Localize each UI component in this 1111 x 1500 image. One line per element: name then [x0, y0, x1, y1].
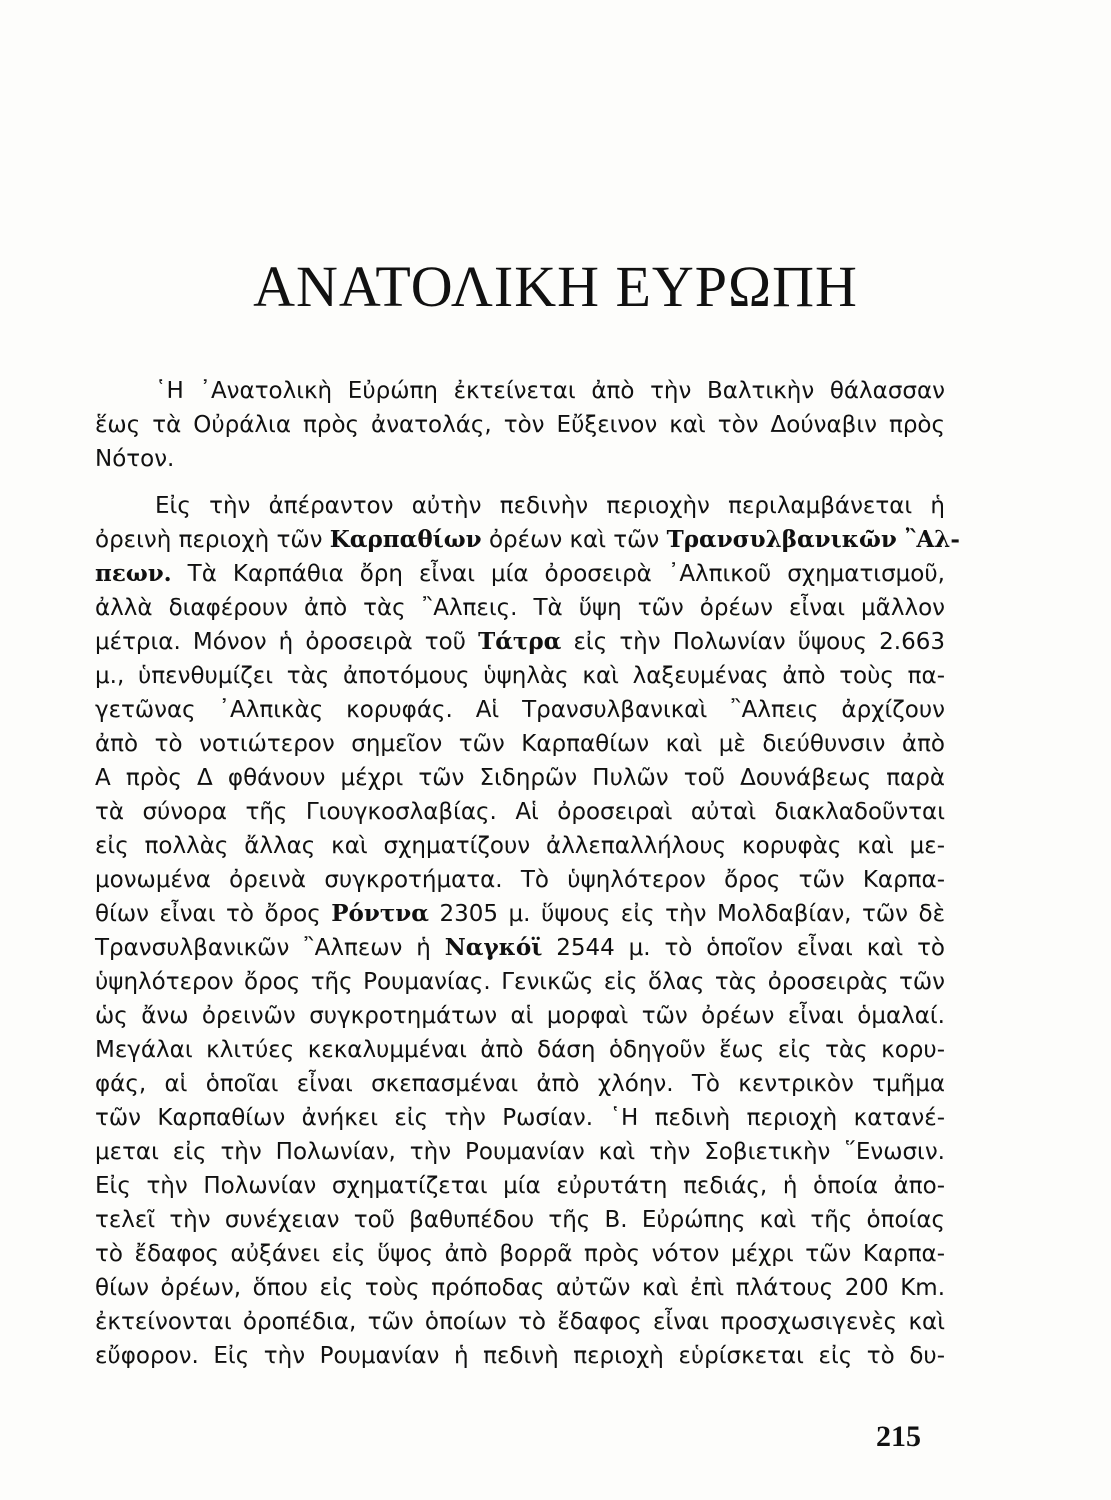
text-line: ἕως τὰ Οὐράλια πρὸς ἀνατολάς, τὸν Εὔξεινον καὶ τὸν Δούναβιν πρὸς [95, 412, 945, 438]
text-line: ὑψηλότερον ὄρος τῆς Ρουμανίας. Γενικῶς εἰς ὅλας τὰς ὀροσειρὰς τῶν [95, 969, 945, 995]
page-title: ΑΝΑΤΟΛΙΚΗ ΕΥΡΩΠΗ [253, 254, 858, 319]
text-line: μ., ὑπενθυμίζει τὰς ἀποτόμους ὑψηλὰς καὶ λαξευμένας ἀπὸ τοὺς πα- [95, 663, 945, 689]
text-line: γετῶνας ᾿Αλπικὰς κορυφάς. Αἱ Τρανσυλβανικαὶ ῍Αλπεις ἀρχίζουν [95, 697, 945, 723]
text-line: εὔφορον. Εἰς τὴν Ρουμανίαν ἡ πεδινὴ περιοχὴ εὑρίσκεται εἰς τὸ δυ- [95, 1343, 945, 1369]
text-line: εἰς πολλὰς ἄλλας καὶ σχηματίζουν ἀλλεπαλλήλους κορυφὰς καὶ με- [95, 833, 945, 859]
paragraph-gap [95, 476, 945, 489]
text-line: ὡς ἄνω ὀρεινῶν συγκροτημάτων αἱ μορφαὶ τῶν ὀρέων εἶναι ὁμαλαί. [95, 1003, 945, 1029]
bold-term: Τάτρα [478, 628, 562, 655]
text-line: φάς, αἱ ὁποῖαι εἶναι σκεπασμέναι ἀπὸ χλόην. Τὸ κεντρικὸν τμῆμα [95, 1071, 945, 1097]
text-line: θίων εἶναι τὸ ὄρος Ρόντνα 2305 μ. ὕψους εἰς τὴν Μολδαβίαν, τῶν δὲ [95, 900, 945, 927]
text-line: πεων. Τὰ Καρπάθια ὄρη εἶναι μία ὀροσειρὰ ᾿Αλπικοῦ σχηματισμοῦ, [95, 560, 945, 587]
text-line: μονωμένα ὀρεινὰ συγκροτήματα. Τὸ ὑψηλότερον ὄρος τῶν Καρπα- [95, 867, 945, 893]
text-line: ὀρεινὴ περιοχὴ τῶν Καρπαθίων ὀρέων καὶ τῶν Τρανσυλβανικῶν ῍Αλ- [95, 526, 960, 553]
text-line: Α πρὸς Δ φθάνουν μέχρι τῶν Σιδηρῶν Πυλῶν τοῦ Δουνάβεως παρὰ [95, 765, 945, 791]
text-line: Τρανσυλβανικῶν ῍Αλπεων ἡ Ναγκόϊ 2544 μ. τὸ ὁποῖον εἶναι καὶ τὸ [95, 934, 945, 961]
body-text [95, 374, 960, 1373]
page-number: 215 [876, 1420, 921, 1453]
text-line: Εἰς τὴν Πολωνίαν σχηματίζεται μία εὐρυτάτη πεδιάς, ἡ ὁποία ἀπο- [95, 1173, 945, 1199]
text-line: ἐκτείνονται ὀροπέδια, τῶν ὁποίων τὸ ἔδαφος εἶναι προσχωσιγενὲς καὶ [95, 1309, 945, 1335]
text-line: ἀλλὰ διαφέρουν ἀπὸ τὰς ῍Αλπεις. Τὰ ὕψη τῶν ὀρέων εἶναι μᾶλλον [95, 595, 945, 621]
text-line: μεται εἰς τὴν Πολωνίαν, τὴν Ρουμανίαν καὶ τὴν Σοβιετικὴν ῞Ενωσιν. [95, 1139, 945, 1165]
text-line: Εἰς τὴν ἀπέραντον αὐτὴν πεδινὴν περιοχὴν περιλαμβάνεται ἡ [155, 493, 945, 519]
text-line: ῾Η ᾿Ανατολικὴ Εὐρώπη ἐκτείνεται ἀπὸ τὴν Βαλτικὴν θάλασσαν [155, 378, 945, 404]
text-line: Μεγάλαι κλιτύες κεκαλυμμέναι ἀπὸ δάση ὁδηγοῦν ἕως εἰς τὰς κορυ- [95, 1037, 945, 1063]
text-line: Νότον. [95, 446, 175, 472]
text-line: τῶν Καρπαθίων ἀνήκει εἰς τὴν Ρωσίαν. ῾Η πεδινὴ περιοχὴ κατανέ- [95, 1105, 945, 1131]
bold-term: Καρπαθίων [329, 526, 482, 553]
text-line: μέτρια. Μόνον ἡ ὀροσειρὰ τοῦ Τάτρα εἰς τὴν Πολωνίαν ὕψους 2.663 [95, 628, 945, 655]
text-line: τελεῖ τὴν συνέχειαν τοῦ βαθυπέδου τῆς Β. Εὐρώπης καὶ τῆς ὁποίας [95, 1207, 945, 1233]
text-line: τὰ σύνορα τῆς Γιουγκοσλαβίας. Αἱ ὀροσειραὶ αὐταὶ διακλαδοῦνται [95, 799, 945, 825]
bold-term: Ναγκόϊ [444, 934, 543, 961]
bold-term: πεων. [95, 560, 172, 587]
bold-term: Τρανσυλβανικῶν ῍Αλ- [666, 526, 960, 553]
text-line: θίων ὀρέων, ὅπου εἰς τοὺς πρόποδας αὐτῶν καὶ ἐπὶ πλάτους 200 Km. [95, 1275, 945, 1301]
text-line: τὸ ἔδαφος αὐξάνει εἰς ὕψος ἀπὸ βορρᾶ πρὸς νότον μέχρι τῶν Καρπα- [95, 1241, 945, 1267]
text-line: ἀπὸ τὸ νοτιώτερον σημεῖον τῶν Καρπαθίων καὶ μὲ διεύθυνσιν ἀπὸ [95, 731, 945, 757]
bold-term: Ρόντνα [331, 900, 429, 927]
